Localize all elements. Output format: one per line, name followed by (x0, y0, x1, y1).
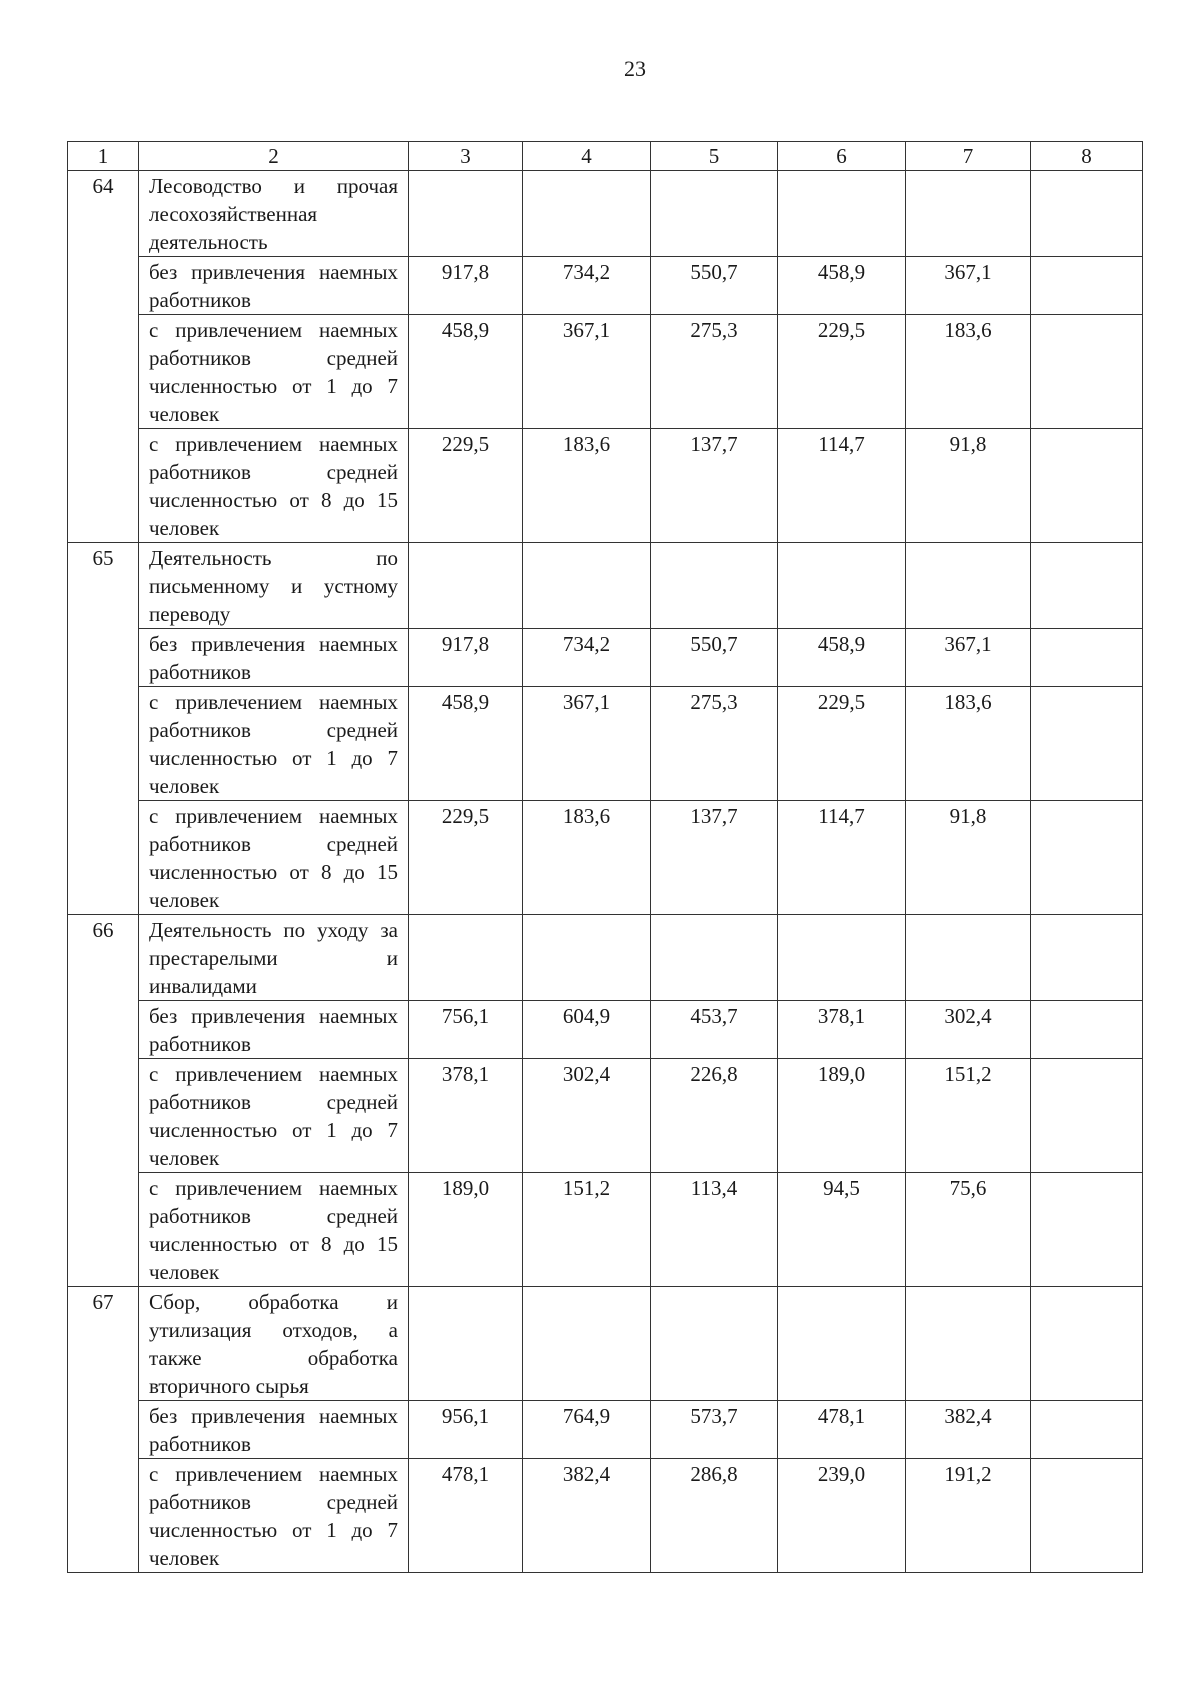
value-cell: 189,0 (409, 1173, 523, 1287)
value-cell: 478,1 (409, 1459, 523, 1573)
value-cell: 151,2 (523, 1173, 651, 1287)
table-row (68, 429, 1143, 543)
value-cell: 917,8 (409, 257, 523, 315)
value-cell: 229,5 (409, 429, 523, 543)
value-cell (1031, 257, 1143, 315)
value-cell: 550,7 (651, 629, 778, 687)
value-cell (1031, 629, 1143, 687)
empty-cell (409, 1287, 523, 1401)
empty-cell (651, 915, 778, 1001)
section-title-row (68, 1287, 1143, 1401)
row-label: с привлечением наемных работников средней численностью от 1 до 7 человек (139, 1459, 409, 1573)
empty-cell (1031, 1287, 1143, 1401)
empty-cell (523, 915, 651, 1001)
value-cell: 756,1 (409, 1001, 523, 1059)
table-row (68, 801, 1143, 915)
value-cell: 229,5 (409, 801, 523, 915)
value-cell (1031, 1001, 1143, 1059)
value-cell (1031, 687, 1143, 801)
value-cell: 550,7 (651, 257, 778, 315)
section-title: Сбор, обработка и утилизация отходов, а также обработка вторичного сырья (139, 1287, 409, 1401)
table-row (68, 1173, 1143, 1287)
empty-cell (1031, 171, 1143, 257)
value-cell: 275,3 (651, 315, 778, 429)
value-cell: 91,8 (906, 429, 1031, 543)
value-cell: 183,6 (523, 801, 651, 915)
value-cell: 91,8 (906, 801, 1031, 915)
empty-cell (906, 171, 1031, 257)
empty-cell (1031, 915, 1143, 1001)
page-number: 23 (624, 56, 646, 81)
empty-cell (409, 915, 523, 1001)
row-label: с привлечением наемных работников средней численностью от 8 до 15 человек (139, 1173, 409, 1287)
table-row (68, 687, 1143, 801)
value-cell: 226,8 (651, 1059, 778, 1173)
empty-cell (651, 1287, 778, 1401)
value-cell: 114,7 (778, 429, 906, 543)
table-row (68, 257, 1143, 315)
value-cell: 302,4 (523, 1059, 651, 1173)
row-label: с привлечением наемных работников средней численностью от 1 до 7 человек (139, 687, 409, 801)
column-header: 8 (1031, 142, 1143, 171)
empty-cell (1031, 543, 1143, 629)
value-cell: 114,7 (778, 801, 906, 915)
section-title-row (68, 171, 1143, 257)
empty-cell (523, 543, 651, 629)
value-cell: 367,1 (523, 687, 651, 801)
value-cell (1031, 1459, 1143, 1573)
value-cell: 75,6 (906, 1173, 1031, 1287)
table-row (68, 629, 1143, 687)
row-label: без привлечения наемных работников (139, 257, 409, 315)
column-header: 5 (651, 142, 778, 171)
row-label: без привлечения наемных работников (139, 1401, 409, 1459)
value-cell: 183,6 (906, 315, 1031, 429)
section-title: Лесоводство и прочая лесохозяйственная деятельность (139, 171, 409, 257)
table-row (68, 1459, 1143, 1573)
table-row (68, 1401, 1143, 1459)
value-cell: 275,3 (651, 687, 778, 801)
value-cell: 382,4 (906, 1401, 1031, 1459)
value-cell: 604,9 (523, 1001, 651, 1059)
header-row (68, 142, 1143, 171)
value-cell: 378,1 (778, 1001, 906, 1059)
row-number: 66 (68, 915, 139, 1287)
value-cell: 573,7 (651, 1401, 778, 1459)
table-row (68, 1059, 1143, 1173)
value-cell: 137,7 (651, 801, 778, 915)
value-cell: 302,4 (906, 1001, 1031, 1059)
empty-cell (523, 171, 651, 257)
section-title: Деятельность по уходу за престарелыми и инвалидами (139, 915, 409, 1001)
column-header: 6 (778, 142, 906, 171)
empty-cell (778, 171, 906, 257)
column-header: 3 (409, 142, 523, 171)
value-cell: 229,5 (778, 315, 906, 429)
value-cell: 113,4 (651, 1173, 778, 1287)
column-header: 2 (139, 142, 409, 171)
value-cell: 229,5 (778, 687, 906, 801)
value-cell: 183,6 (523, 429, 651, 543)
section-title-row (68, 543, 1143, 629)
column-header: 7 (906, 142, 1031, 171)
value-cell: 94,5 (778, 1173, 906, 1287)
value-cell: 382,4 (523, 1459, 651, 1573)
row-label: с привлечением наемных работников средней численностью от 1 до 7 человек (139, 315, 409, 429)
row-label: без привлечения наемных работников (139, 1001, 409, 1059)
section-title: Деятельность по письменному и устному переводу (139, 543, 409, 629)
table-row (68, 315, 1143, 429)
row-number: 64 (68, 171, 139, 543)
value-cell: 458,9 (778, 257, 906, 315)
empty-cell (523, 1287, 651, 1401)
value-cell: 734,2 (523, 257, 651, 315)
empty-cell (906, 1287, 1031, 1401)
table-row (68, 1001, 1143, 1059)
value-cell: 378,1 (409, 1059, 523, 1173)
table-body (68, 171, 1143, 1573)
empty-cell (778, 915, 906, 1001)
value-cell: 137,7 (651, 429, 778, 543)
value-cell (1031, 801, 1143, 915)
rates-table (67, 141, 1143, 1573)
value-cell (1031, 1173, 1143, 1287)
row-label: с привлечением наемных работников средней численностью от 1 до 7 человек (139, 1059, 409, 1173)
value-cell: 239,0 (778, 1459, 906, 1573)
value-cell: 734,2 (523, 629, 651, 687)
section-title-row (68, 915, 1143, 1001)
value-cell (1031, 315, 1143, 429)
empty-cell (409, 543, 523, 629)
value-cell: 367,1 (906, 257, 1031, 315)
empty-cell (651, 543, 778, 629)
value-cell: 458,9 (778, 629, 906, 687)
empty-cell (906, 915, 1031, 1001)
value-cell (1031, 429, 1143, 543)
value-cell (1031, 1401, 1143, 1459)
value-cell: 917,8 (409, 629, 523, 687)
value-cell: 191,2 (906, 1459, 1031, 1573)
value-cell: 189,0 (778, 1059, 906, 1173)
empty-cell (778, 543, 906, 629)
value-cell: 183,6 (906, 687, 1031, 801)
value-cell: 453,7 (651, 1001, 778, 1059)
row-label: с привлечением наемных работников средней численностью от 8 до 15 человек (139, 429, 409, 543)
value-cell: 367,1 (906, 629, 1031, 687)
column-header: 4 (523, 142, 651, 171)
value-cell: 956,1 (409, 1401, 523, 1459)
row-label: без привлечения наемных работников (139, 629, 409, 687)
row-label: с привлечением наемных работников средней численностью от 8 до 15 человек (139, 801, 409, 915)
empty-cell (778, 1287, 906, 1401)
value-cell: 458,9 (409, 315, 523, 429)
table-header (68, 142, 1143, 171)
value-cell: 764,9 (523, 1401, 651, 1459)
row-number: 65 (68, 543, 139, 915)
row-number: 67 (68, 1287, 139, 1573)
value-cell: 458,9 (409, 687, 523, 801)
empty-cell (651, 171, 778, 257)
value-cell: 286,8 (651, 1459, 778, 1573)
value-cell: 151,2 (906, 1059, 1031, 1173)
value-cell (1031, 1059, 1143, 1173)
value-cell: 367,1 (523, 315, 651, 429)
value-cell: 478,1 (778, 1401, 906, 1459)
empty-cell (409, 171, 523, 257)
column-header: 1 (68, 142, 139, 171)
empty-cell (906, 543, 1031, 629)
